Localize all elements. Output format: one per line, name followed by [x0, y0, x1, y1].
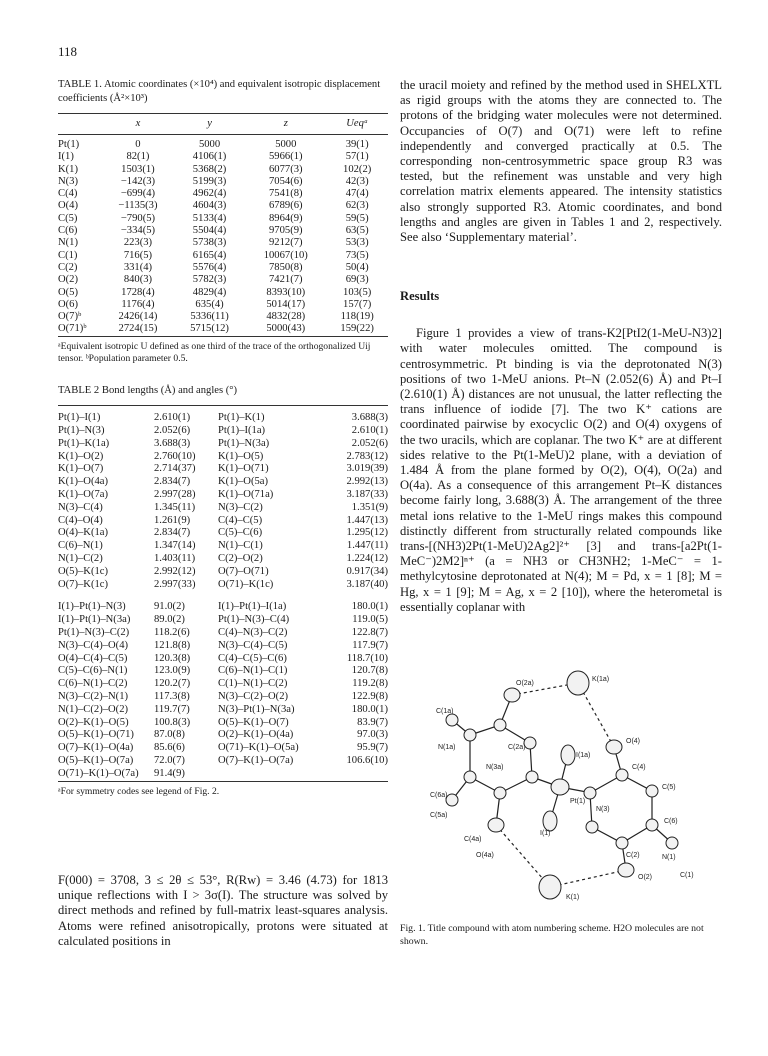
bond-value-cell: 1.447(11) — [346, 540, 388, 552]
coordinate-cell: 1728(4) — [121, 286, 155, 298]
coordinate-cell: 69(3) — [345, 274, 369, 286]
bond-value-cell: 3.187(40) — [346, 578, 388, 590]
bond-label-cell: K(1)–O(5a) — [218, 476, 269, 488]
coordinate-cell: 223(3) — [123, 237, 153, 249]
uracil-ring-left — [470, 725, 532, 793]
bond-label-cell: N(3)–C(2)–N(1) — [58, 690, 129, 702]
bond-label-cell: C(4)–N(3)–C(2) — [218, 627, 288, 638]
coordinate-cell: 1176(4) — [121, 298, 155, 310]
bond-label-cell — [218, 768, 314, 781]
bond-label-cell: Pt(1)–I(1) — [58, 412, 101, 424]
coordinate-cell: 159(22) — [340, 323, 374, 335]
bond-label-cell: I(1)–Pt(1)–N(3a) — [58, 614, 131, 626]
atom-label: C(6) — [664, 818, 678, 825]
bond-value-cell: 118.2(6) — [154, 627, 190, 638]
coordinate-cell: 39(1) — [345, 139, 369, 150]
bond-label-cell: O(5)–K(1)–O(71) — [58, 729, 134, 741]
coordinate-cell: 10067(10) — [263, 249, 308, 261]
table1-footnote: ᵃEquivalent isotropic U defined as one third of the trace of the orthogonalized Uij tensor. ᵇPopulation parameter 0.5. — [58, 340, 371, 365]
bond-label-cell: K(1)–O(7) — [58, 463, 104, 475]
bond-value-cell: 120.3(8) — [154, 652, 191, 664]
table-spacer — [58, 591, 388, 601]
bond-value-cell: 3.688(3) — [154, 437, 191, 449]
bond-label-cell: I(1)–Pt(1)–I(1a) — [218, 601, 287, 613]
bond-value-cell: 1.224(12) — [346, 553, 388, 565]
bond-label-cell: I(1)–Pt(1)–N(3) — [58, 601, 126, 613]
bond-label-cell: O(2)–K(1)–O(4a) — [218, 729, 294, 741]
coordinate-cell: 2724(15) — [118, 323, 158, 335]
table-row — [58, 704, 388, 717]
bond-label-cell: O(7)–O(71) — [218, 565, 269, 577]
bond-value-cell: 2.834(7) — [154, 476, 191, 488]
bond-value-cell: 3.187(33) — [346, 489, 388, 501]
bond-label-cell: Pt(1)–N(3)–C(4) — [218, 614, 290, 626]
table-row — [58, 579, 388, 592]
bond-value-cell — [314, 768, 388, 781]
bond-label-cell: Pt(1)–K(1a) — [58, 437, 110, 449]
bond-label-cell: O(5)–K(1)–O(7a) — [58, 754, 134, 766]
atom-name-cell: Pt(1) — [58, 139, 80, 150]
atom-name-cell: O(7)ᵇ — [58, 311, 82, 323]
atom-name-cell: N(1) — [58, 237, 79, 249]
atom-label: N(1) — [662, 854, 676, 861]
atom-name-cell: O(5) — [58, 286, 79, 298]
table2-footnote: ᵃFor symmetry codes see legend of Fig. 2. — [58, 785, 220, 797]
bond-value-cell: 120.2(7) — [154, 678, 191, 690]
coordinate-cell: 47(4) — [345, 188, 369, 200]
coordinate-cell: 53(3) — [345, 237, 369, 249]
table2-caption: TABLE 2 Bond lengths (Å) and angles (°) — [58, 384, 238, 396]
coordinate-cell: 635(4) — [195, 298, 224, 310]
table-row — [58, 262, 388, 274]
bond-label-cell: C(4)–C(5)–C(6) — [218, 652, 287, 664]
bond-label-cell: O(71)–K(1)–O(5a) — [218, 742, 299, 754]
bond-value-cell: 119.2(8) — [352, 678, 388, 690]
coordinate-cell: 7054(6) — [269, 175, 303, 187]
bond-label-cell: O(7)–K(1c) — [58, 578, 109, 590]
bond-value-cell: 1.261(9) — [154, 514, 191, 526]
table-row — [58, 476, 388, 489]
coordinate-cell: 103(5) — [343, 286, 372, 298]
table1-header: y — [174, 114, 245, 135]
atom-label: I(1) — [540, 830, 551, 837]
table-row — [58, 287, 388, 299]
bond-label-cell: C(6)–N(1)–C(1) — [218, 665, 288, 677]
bond-value-cell: 87.0(8) — [154, 729, 185, 741]
coordinate-cell: 716(5) — [123, 249, 153, 261]
coordinate-cell: 2426(14) — [118, 311, 158, 323]
coordinate-cell: 4106(1) — [192, 151, 227, 163]
atom-label: O(4a) — [476, 852, 494, 859]
coordinate-cell: 73(5) — [345, 249, 369, 261]
table-row — [58, 627, 388, 640]
bond-value-cell: 2.714(37) — [154, 463, 196, 475]
bond-label-cell: O(4)–C(4)–C(5) — [58, 652, 128, 664]
bond-value-cell: 180.0(1) — [351, 703, 388, 715]
table-row — [58, 176, 388, 188]
atom-name-cell: O(2) — [58, 274, 79, 286]
coordinate-cell: 840(3) — [123, 274, 153, 286]
bond-label-cell: O(71)–K(1c) — [218, 578, 274, 590]
bond-label-cell: N(3)–C(4)–O(4) — [58, 639, 129, 651]
bond-label-cell: C(6)–N(1) — [58, 540, 103, 552]
coordinate-cell: −334(5) — [120, 225, 156, 237]
atom-label: C(4a) — [464, 836, 482, 843]
coordinate-cell: 8393(10) — [266, 286, 306, 298]
coordinate-cell: 102(2) — [343, 163, 372, 175]
table-row — [58, 729, 388, 742]
table-row — [58, 164, 388, 176]
atom-label: K(1a) — [592, 676, 610, 683]
bond-label-cell: C(5)–C(6) — [218, 527, 263, 539]
coordinate-cell: 6165(4) — [192, 249, 227, 261]
paragraph: Figure 1 provides a view of trans-K2[PtI2(1-MeU-N3)2] with water molecules omitted. The compound is centrosymmetric. Pt binding is via the deprotonated N(3) positions of two 1-MeU anions. Pt–N (2.052(6) Å) and Pt–I (2.610(1) Å) distances are not unusual, the latter reflecting the trans influence of iodide [7]. The two K⁺ cations are coordinated pairwise by exocyclic O(2) and O(4) oxygens of the two uracils, which are coplanar. The two K⁺ are at different sides relative to the Pt(1-MeU)2 plane, with a deviation of 1.484 Å from the plane formed by O(2), O(4), O(2a) and O(4a). As a consequence of this arrangement Pt–K distances become fairly long, 3.688(3) Å. The arrangement of the three metal ions relative to the 1-MeU rings makes this compound distinctly different from structurally related compounds like trans-[(NH3)2Pt(1-MeU)2Ag2]²⁺ [3] and trans-[a2Pt(1-MeC⁻)2M2]ⁿ⁺ (a = NH3 or CH3NH2; 1-MeC⁻ = 1-methylcytosine deprotonated at N(4); M = Pd, x = 1 [8]; M = Hg, x = 1 [9]; M = Ag, x = 2 [10]), where the heterometal is essentially coplanar with — [400, 326, 722, 614]
bond-label-cell: K(1)–O(5) — [218, 450, 264, 462]
bond-label-cell: O(7)–K(1)–O(7a) — [218, 754, 294, 766]
coordinate-cell: 4832(28) — [266, 311, 306, 323]
coordinate-cell: 5133(4) — [192, 212, 227, 224]
table-row — [58, 323, 388, 336]
table-row — [58, 250, 388, 262]
bond-value-cell: 2.052(6) — [154, 425, 191, 437]
table-row — [58, 135, 388, 152]
table-row — [58, 425, 388, 438]
table-row — [58, 515, 388, 528]
bond-label-cell: N(3)–C(2) — [218, 501, 263, 513]
bond-value-cell: 119.0(5) — [352, 614, 388, 626]
coordinate-cell: 4604(3) — [192, 200, 227, 212]
bond-label-cell: N(3)–C(2)–O(2) — [218, 690, 289, 702]
atom-label: N(1a) — [438, 744, 456, 751]
table1-header: Ueqᵃ — [326, 114, 388, 135]
coordinate-cell: 157(7) — [343, 298, 372, 310]
coordinate-cell: 7421(7) — [269, 274, 303, 286]
bond-value-cell: 118.7(10) — [346, 652, 388, 664]
atom-name-cell: O(71)ᵇ — [58, 323, 87, 335]
coordinate-cell: 4962(4) — [192, 188, 227, 200]
coordinate-cell: 5000(43) — [266, 323, 306, 335]
bond-value-cell: 1.295(12) — [346, 527, 388, 539]
bond-value-cell: 97.0(3) — [357, 729, 388, 741]
coordinate-cell: 50(4) — [345, 261, 369, 273]
atom-name-cell: C(1) — [58, 249, 78, 261]
bond-label-cell: K(1)–O(7a) — [58, 489, 109, 501]
table-row — [58, 640, 388, 653]
coordinate-cell: 6789(6) — [269, 200, 303, 212]
atom-label: C(5a) — [430, 812, 448, 819]
bond-label-cell: K(1)–O(2) — [58, 450, 104, 462]
coordinate-cell: 118(19) — [340, 311, 374, 323]
left-column — [58, 78, 388, 798]
coordinate-cell: 5199(3) — [192, 175, 227, 187]
atom-label: C(5) — [662, 784, 676, 791]
bond-label-cell: C(2)–O(2) — [218, 553, 263, 565]
atom-name-cell: C(6) — [58, 225, 78, 237]
table-row — [58, 691, 388, 704]
bond-value-cell: 2.610(1) — [351, 425, 388, 437]
coordinate-cell: 5504(4) — [192, 225, 227, 237]
table1-header: z — [245, 114, 326, 135]
bond-value-cell: 122.8(7) — [351, 627, 388, 638]
coordinate-cell: 59(5) — [345, 212, 369, 224]
bond-label-cell: O(5)–K(1)–O(7) — [218, 716, 289, 728]
table-row — [58, 742, 388, 755]
bond-label-cell: K(1)–O(71a) — [218, 489, 274, 501]
atom-label: K(1) — [566, 894, 580, 901]
bond-label-cell: C(4)–O(4) — [58, 514, 103, 526]
bond-label-cell: K(1)–O(71) — [218, 463, 269, 475]
atom-label: C(2a) — [508, 744, 526, 751]
atom-label: C(2) — [626, 852, 640, 859]
bond-label-cell: K(1)–O(4a) — [58, 476, 109, 488]
coordinate-cell: 5966(1) — [269, 151, 303, 163]
atom-label: C(6a) — [430, 792, 448, 799]
table-row — [58, 463, 388, 476]
paragraph: the uracil moiety and refined by the method used in SHELXTL as rigid groups with the atoms they are connected to. The protons of the bridging water molecules were not determined. Occupancies of O(7) and O(71) were left to refine independently and converged practically at 0.5. The corresponding non-centrosymmetric space group R3 was tested, but the refinement was unstable and very high correlation matrix elements appeared. The intensity statistics also strongly supported R3. Atomic coordinates, and bond lengths and angles are given in Tables 1 and 2, respectively. See also ‘Supplementary material’. — [400, 78, 722, 245]
bond-label-cell: N(1)–C(2) — [58, 553, 103, 565]
table-row — [58, 768, 388, 781]
bond-label-cell: O(5)–K(1c) — [58, 565, 109, 577]
table-row — [58, 527, 388, 540]
bond-value-cell: 2.052(6) — [351, 437, 388, 449]
bond-value-cell: 121.8(8) — [154, 639, 191, 651]
atom-name-cell: O(6) — [58, 298, 79, 310]
table-row — [58, 614, 388, 627]
table-row — [58, 274, 388, 286]
bond-value-cell: 2.997(28) — [154, 489, 196, 501]
left-body-text — [58, 873, 388, 949]
table-row — [58, 566, 388, 579]
coordinate-cell: 57(1) — [345, 151, 369, 163]
coordinate-cell: 5738(3) — [192, 237, 227, 249]
table2 — [58, 405, 388, 781]
bond-value-cell: 2.760(10) — [154, 450, 196, 462]
page-number: 118 — [58, 44, 78, 59]
atom-name-cell: N(3) — [58, 175, 79, 187]
bond-value-cell: 91.4(9) — [154, 767, 185, 779]
bond-value-cell: 1.351(9) — [351, 501, 388, 513]
bond-label-cell: C(1)–N(1)–C(2) — [218, 678, 288, 690]
table-row — [58, 225, 388, 237]
coordinate-cell: −142(3) — [120, 175, 156, 187]
table-row — [58, 451, 388, 464]
bond-value-cell: 2.783(12) — [346, 450, 388, 462]
bond-value-cell: 0.917(34) — [346, 565, 388, 577]
table-row — [58, 200, 388, 212]
atom-label: Pt(1) — [570, 798, 586, 805]
bond-label-cell: C(5)–C(6)–N(1) — [58, 665, 128, 677]
table-row — [58, 213, 388, 225]
bond-value-cell: 117.9(7) — [352, 639, 388, 651]
coordinate-cell: 4829(4) — [192, 286, 227, 298]
bond-value-cell: 3.688(3) — [351, 412, 388, 424]
atom-name-cell: I(1) — [58, 151, 74, 163]
atom-label: O(2) — [638, 874, 652, 881]
table-row — [58, 299, 388, 311]
bond-label-cell: N(1)–C(1) — [218, 540, 263, 552]
bond-label-cell: Pt(1)–K(1) — [218, 412, 265, 424]
bond-label-cell: O(7)–K(1)–O(4a) — [58, 742, 134, 754]
coordinate-cell: 9705(9) — [269, 225, 303, 237]
bond-label-cell: C(6)–N(1)–C(2) — [58, 678, 128, 690]
coordinate-cell: −790(5) — [120, 212, 156, 224]
table1-caption: TABLE 1. Atomic coordinates (×10⁴) and equivalent isotropic displacement coefficients (Å²×10³) — [58, 79, 381, 104]
coordinate-cell: 5715(12) — [190, 323, 229, 335]
coordinate-cell: 9212(7) — [269, 237, 303, 249]
coordinate-cell: 7850(8) — [269, 261, 303, 273]
table-row — [58, 665, 388, 678]
coordinate-cell: 5576(4) — [192, 261, 227, 273]
bond-value-cell: 3.019(39) — [346, 463, 388, 475]
bond-value-cell: 122.9(8) — [351, 690, 388, 702]
bond-value-cell: 1.345(11) — [154, 501, 196, 513]
coordinate-cell: 6077(3) — [269, 163, 303, 175]
figure-caption: Fig. 1. Title compound with atom numbering scheme. H2O molecules are not shown. — [400, 923, 704, 947]
table-row — [58, 151, 388, 163]
bond-value-cell: 2.834(7) — [154, 527, 191, 539]
coordinate-cell: 1503(1) — [121, 163, 155, 175]
bond-value-cell: 2.992(13) — [346, 476, 388, 488]
coordinate-cell: 5000 — [275, 139, 297, 150]
atom-name-cell: C(2) — [58, 261, 78, 273]
coordinate-cell: 5014(17) — [266, 298, 306, 310]
table1-header-row — [58, 114, 388, 135]
bond-value-cell: 95.9(7) — [357, 742, 388, 754]
atom-label: O(2a) — [516, 680, 534, 687]
atom-label: I(1a) — [576, 752, 591, 759]
molecule-drawing — [400, 665, 722, 905]
bond-value-cell: 120.7(8) — [351, 665, 388, 677]
atom-name-cell: O(4) — [58, 200, 79, 212]
bond-label-cell: N(3)–C(4)–C(5) — [218, 639, 288, 651]
coordinate-cell: 63(5) — [345, 225, 369, 237]
bond-value-cell: 2.610(1) — [154, 412, 191, 424]
bond-label-cell: C(4)–C(5) — [218, 514, 263, 526]
right-column — [400, 78, 722, 615]
atom-label: C(1a) — [436, 708, 454, 715]
bond-label-cell: N(3)–C(4) — [58, 501, 103, 513]
bond-label-cell: N(3)–Pt(1)–N(3a) — [218, 703, 295, 715]
table-row — [58, 502, 388, 515]
bond-label-cell: Pt(1)–N(3) — [58, 425, 105, 437]
bond-value-cell: 1.347(14) — [154, 540, 196, 552]
bond-value-cell: 91.0(2) — [154, 601, 185, 613]
bond-value-cell: 2.992(12) — [154, 565, 196, 577]
table-row — [58, 540, 388, 553]
bond-label-cell: O(71)–K(1)–O(7a) — [58, 767, 139, 779]
section-heading: Results — [400, 289, 440, 304]
figure-1 — [400, 665, 722, 905]
bond-value-cell: 83.9(7) — [357, 716, 388, 728]
bond-value-cell: 85.6(6) — [154, 742, 185, 754]
table1-header: x — [102, 114, 174, 135]
table-row — [58, 406, 388, 425]
atom-label: N(3a) — [486, 764, 504, 771]
atom-label: C(1) — [680, 872, 694, 879]
coordinate-cell: 0 — [135, 139, 141, 150]
bond-value-cell: 72.0(7) — [154, 754, 185, 766]
coordinate-cell: 5336(11) — [190, 311, 229, 323]
table-row — [58, 601, 388, 614]
bond-label-cell: N(1)–C(2)–O(2) — [58, 703, 129, 715]
table-row — [58, 755, 388, 768]
bond-value-cell: 119.7(7) — [154, 703, 190, 715]
bond-value-cell: 1.447(13) — [346, 514, 388, 526]
coordinate-cell: 5368(2) — [192, 163, 227, 175]
coordinate-cell: 82(1) — [126, 151, 150, 163]
coordinate-cell: 62(3) — [345, 200, 369, 212]
bond-value-cell: 106.6(10) — [346, 754, 388, 766]
table-row — [58, 653, 388, 666]
table-row — [58, 237, 388, 249]
atom-name-cell: C(4) — [58, 188, 78, 200]
coordinate-cell: 7541(8) — [269, 188, 303, 200]
coordinate-cell: 5782(3) — [192, 274, 227, 286]
table-row — [58, 717, 388, 730]
atom-label: O(4) — [626, 738, 640, 745]
table-row — [58, 678, 388, 691]
paragraph: F(000) = 3708, 3 ≤ 2θ ≤ 53°, R(Rw) = 3.46 (4.73) for 1813 unique reflections with I > 3σ(I). The structure was solved by direct methods and refined by full-matrix least-squares analysis. Atoms were refined anisotropically, protons were situated at calculated positions in — [58, 873, 388, 948]
table-row — [58, 553, 388, 566]
bond-label-cell: Pt(1)–N(3a) — [218, 437, 270, 449]
coordinate-cell: −699(4) — [120, 188, 156, 200]
table-row — [58, 438, 388, 451]
table1-header — [58, 114, 102, 135]
coordinate-cell: 42(3) — [345, 175, 369, 187]
bond-label-cell: Pt(1)–I(1a) — [218, 425, 266, 437]
bond-value-cell: 100.8(3) — [154, 716, 191, 728]
atom-label: N(3) — [596, 806, 610, 813]
coordinate-cell: 331(4) — [123, 261, 153, 273]
bond-label-cell: Pt(1)–N(3)–C(2) — [58, 627, 130, 638]
table1 — [58, 113, 388, 337]
atom-name-cell: C(5) — [58, 212, 78, 224]
bond-label-cell: O(4)–K(1a) — [58, 527, 109, 539]
coordinate-cell: 8964(9) — [269, 212, 303, 224]
coordinate-cell: 5000 — [198, 139, 221, 150]
atom-label: C(4) — [632, 764, 646, 771]
table-row — [58, 311, 388, 323]
bond-label-cell: O(2)–K(1)–O(5) — [58, 716, 129, 728]
bond-value-cell: 117.3(8) — [154, 690, 190, 702]
coordinate-cell: −1135(3) — [118, 200, 158, 212]
table-row — [58, 188, 388, 200]
bond-value-cell: 1.403(11) — [154, 553, 196, 565]
bond-value-cell: 89.0(2) — [154, 614, 185, 626]
atom-name-cell: K(1) — [58, 163, 79, 175]
bond-value-cell: 180.0(1) — [351, 601, 388, 613]
table-row — [58, 489, 388, 502]
bond-value-cell: 2.997(33) — [154, 578, 196, 590]
bond-value-cell: 123.0(9) — [154, 665, 191, 677]
